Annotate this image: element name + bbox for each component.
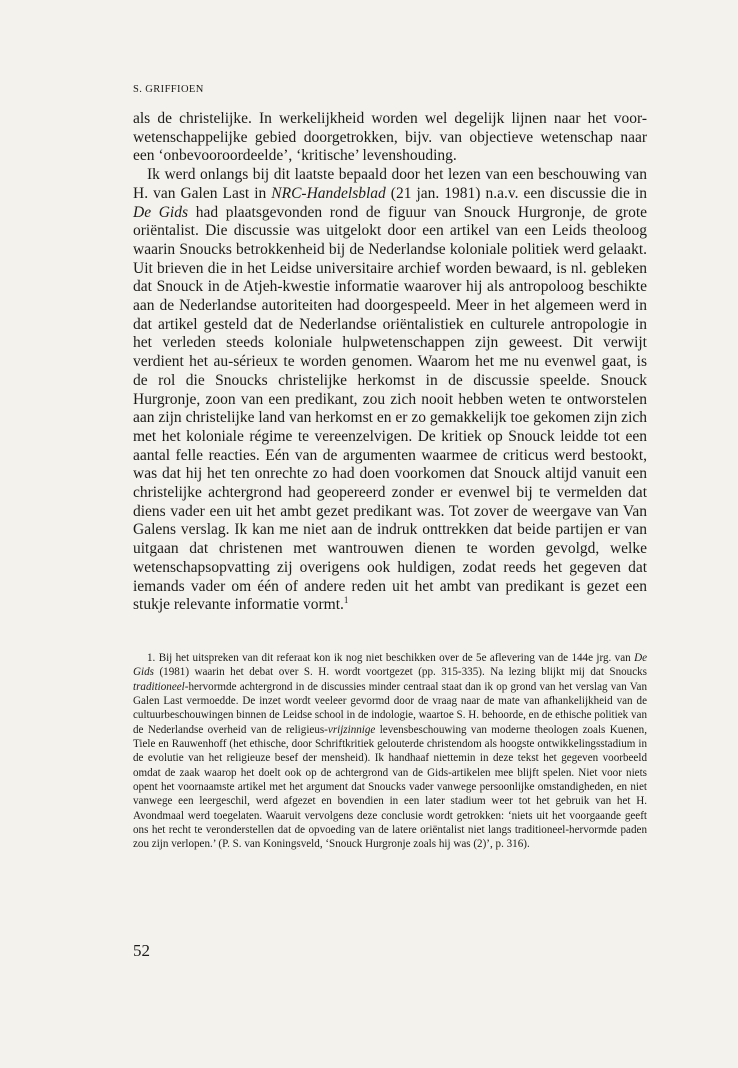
- paragraph-1: als de christelijke. In werkelijkheid worden wel degelijk lijnen naar het voor-wetenschappelijke gebied doorgetrokken, bijv. van objectieve wetenschap naar een ‘onbevooroordeelde’, ‘kritische’ levenshouding.: [133, 110, 647, 165]
- footnote-text-2: (1981) waarin het debat over S. H. wordt voortgezet (pp. 315-335). Na lezing blijkt mij dat Snoucks: [153, 666, 647, 679]
- page-number: 52: [133, 941, 150, 960]
- para2-text-3: had plaatsgevonden rond de figuur van Snouck Hurgronje, de grote oriëntalist. Die discussie was uitgelokt door een artikel van een Leids theoloog waarin Snoucks betrokkenheid bij de Nederlandse koloniale politiek werd gelaakt. Uit brieven die in het Leidse universitaire archief worden bewaard, is nl. gebleken dat Snouck in de Atjeh-kwestie informatie waarover hij als antropoloog beschikte aan de Nederlandse autoriteiten had doorgespeeld. Meer in het algemeen werd in dat artikel gesteld dat de Nederlandse oriëntalistiek en culturele antropologie in het verleden steeds koloniale hulpwetenschappen zijn geweest. Dit verwijt verdient het au-sérieux te worden genomen. Waarom het me nu evenwel gaat, is de rol die Snoucks christelijke herkomst in de discussie speelde. Snouck Hurgronje, zoon van een predikant, zou zich nooit hebben weten te ontworstelen aan zijn christelijke land van herkomst en er zo gemakkelijk toe gekomen zijn zich met het koloniale régime te vereenzelvigen. De kritiek op Snouck leidde tot een aantal felle reacties. Eén van de argumenten waarmee de criticus werd bestookt, was dat hij het ten onrechte zo had doen voorkomen dat Snouck altijd vanuit een christelijke achtergrond had geopereerd zonder er evenwel bij te vermelden dat diens vader een uit het ambt gezet predikant was. Tot zover de weergave van Van Galens verslag. Ik kan me niet aan de indruk onttrekken dat beide partijen er van uitgaan dat christenen met wantrouwen dienen te worden gevolgd, welke wetenschapsopvatting zij overigens ook huldigen, zodat reeds het gegeven dat iemands vader om één of andere reden uit het ambt van predikant is gezet een stukje relevante informatie vormt.: [133, 203, 648, 614]
- paragraph-2: [133, 166, 647, 615]
- para2-italic-nrc: NRC-Handelsblad: [271, 184, 386, 202]
- para2-text-2: (21 jan. 1981) n.a.v. een discussie die in: [385, 184, 647, 202]
- footnote-1: [133, 651, 647, 852]
- para2-italic-gids: De Gids: [133, 203, 189, 221]
- footnote-reference[interactable]: 1: [343, 595, 349, 606]
- footnote-italic-vrijzinnige: vrijzinnige: [327, 723, 376, 736]
- footnote-italic-gids: De Gids: [133, 652, 647, 679]
- para2-text-1: Ik werd onlangs bij dit laatste bepaald door het lezen van een beschouwing van H. van Galen Last in: [133, 166, 647, 202]
- footnote-text-1: 1. Bij het uitspreken van dit referaat kon ik nog niet beschikken over de 5e aflevering van de 144e jrg. van: [147, 652, 635, 664]
- body-text: [133, 110, 647, 615]
- footnote-text-4: levensbeschouwing van moderne theologen zoals Kuenen, Tiele en Rauwenhoff (het ethische, door Schriftkritiek gelouterde christendom als hoogste ontwikkelingsstadium in de evolutie van het religieuze besef der mensheid). Ik handhaaf niettemin in deze tekst het gegeven voorbeeld omdat de zaak waarop het doelt ook op de achtergrond van de Gids-artikelen mee blijft spelen. Niet voor niets opent het voornaamste artikel met het argument dat Snoucks vader vanwege persoonlijke omstandigheden, en niet vanwege een leergeschil, werd afgezet en bovendien in een later stadium weer tot het gebruik van het H. Avondmaal werd toegelaten. Waaruit vervolgens deze conclusie wordt getrokken: ‘niets uit het voorgaande geeft ons het recht te veronderstellen dat de opvoeding van de latere oriëntalist niet langs traditioneel-hervormde paden zou zijn verlopen.’ (P. S. van Koningsveld, ‘Snouck Hurgronje zoals hij was (2)’, p. 316).: [133, 723, 647, 851]
- footnote-italic-traditioneel: traditioneel: [133, 680, 185, 693]
- running-head: S. GRIFFIOEN: [133, 84, 204, 95]
- footnote-text-3: -hervormde achtergrond in de discussies minder centraal staat dan ik op grond van het verslag van Van Galen Last vermoedde. De inzet wordt veeleer gevormd door de vraag naar de mate van afhankelijkheid van de cultuurbeschouwingen binnen de Leidse school in de indologie, waartoe S. H. behoorde, en de ethische politiek van de Nederlandse overheid van de religieus-: [133, 680, 647, 736]
